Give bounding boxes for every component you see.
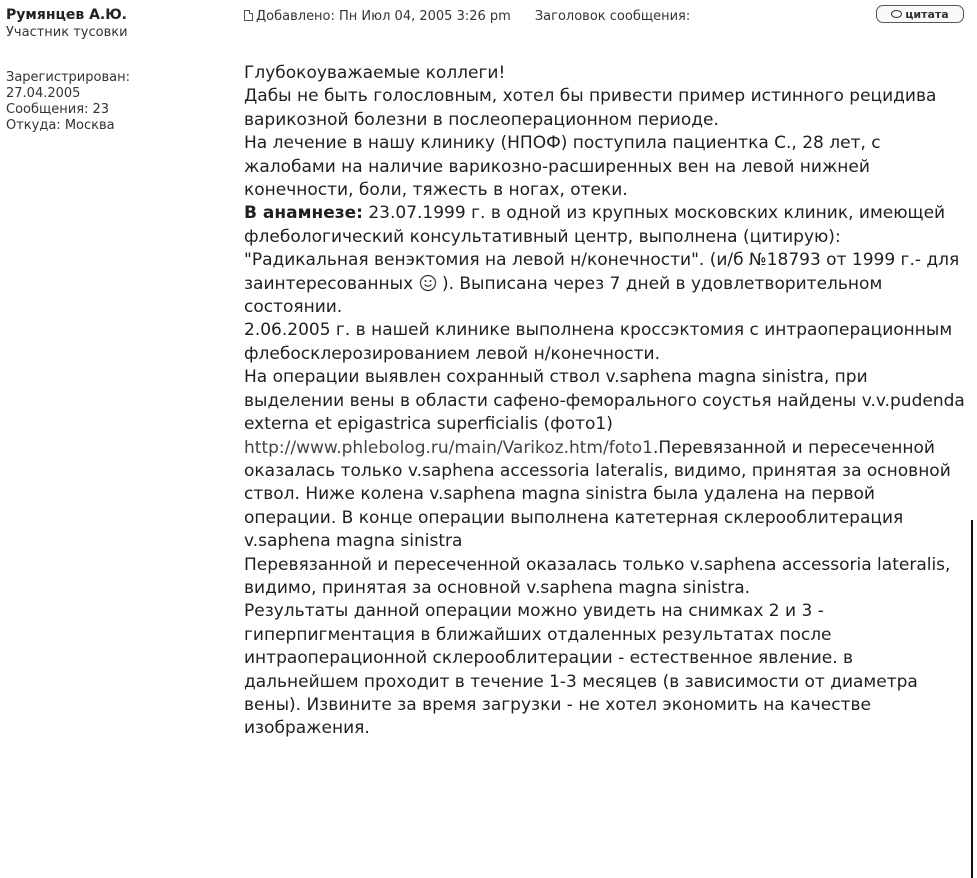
anamnesis-label: В анамнезе:: [244, 203, 363, 224]
author-meta: [6, 70, 206, 134]
post-paragraph-text: .Перевязанной и пересеченной оказалась только v.saphena accessoria lateralis, видимо, принятая за основной ствол. Ниже колена v.saphena magna sinistra была удалена на первой операции. В конце операции выполнена катетерная склерооблитерация v.saphena magna sinistra: [244, 437, 951, 552]
post-paragraph: 2.06.2005 г. в нашей клинике выполнена кроссэктомия с интраоперационным флебосклерозированием левой н/конечности.: [244, 320, 953, 364]
photo-link[interactable]: http://www.phlebolog.ru/main/Varikoz.htm/foto1: [244, 437, 653, 458]
quote-button[interactable]: [876, 5, 964, 23]
registered-label: Зарегистрирован:: [6, 70, 130, 85]
author-location: Откуда: Москва: [6, 118, 115, 133]
subject-label: Заголовок сообщения:: [534, 9, 691, 24]
post-header: [244, 9, 690, 24]
post-body: [244, 62, 969, 741]
registered-date: 27.04.2005: [6, 86, 81, 101]
post-document-icon: [244, 10, 253, 21]
quote-button-label: цитата: [905, 7, 949, 21]
anamnesis-paragraph: [244, 202, 969, 319]
post-date: Добавлено: Пн Июл 04, 2005 3:26 pm: [256, 9, 511, 24]
post-count: Сообщения: 23: [6, 102, 110, 117]
author-rank: Участник тусовки: [6, 25, 128, 40]
anamnesis-text-end: ). Выписана через 7 дней в удовлетворительном состоянии.: [244, 273, 883, 318]
post-greeting: Глубокоуважаемые коллеги!: [244, 63, 506, 83]
anamnesis-text: 23.07.1999 г. в одной из крупных московских клиник, имеющей флебологический консультативный центр, выполнена (цитирую): "Радикальная венэктомия на левой н/конечности". (и/б №18793 от 1999 г.- для заинтересованных: [244, 203, 960, 294]
author-panel: [6, 6, 206, 134]
speech-bubble-icon: [891, 10, 902, 18]
post-paragraph-with-link: [244, 437, 969, 554]
post-paragraph: На операции выявлен сохранный ствол v.saphena magna sinistra, при выделении вены в области сафено-феморального соустья найдены v.v.pudenda externa et epigastrica superficialis (фото1): [244, 367, 965, 435]
post-paragraph: Дабы не быть голословным, хотел бы привести пример истинного рецидива варикозной болезни в послеоперационном периоде.: [244, 86, 937, 130]
post-paragraph: На лечение в нашу клинику (НПОФ) поступила пациентка С., 28 лет, с жалобами на наличие варикозно-расширенных вен на левой нижней конечности, боли, тяжесть в ногах, отеки.: [244, 133, 881, 201]
post-paragraph: Результаты данной операции можно увидеть на снимках 2 и 3 - гиперпигментация в ближайших отдаленных результатах после интраоперационной склерооблитерации - естественное явление. в дальнейшем проходит в течение 1-3 месяцев (в зависимости от диаметра вены). Извините за время загрузки - не хотел экономить на качестве изображения.: [244, 601, 918, 739]
scan-border-line: [971, 520, 973, 878]
author-name[interactable]: Румянцев А.Ю.: [6, 7, 128, 23]
post-paragraph: Перевязанной и пересеченной оказалась только v.saphena accessoria lateralis, видимо, принятая за основной v.saphena magna sinistra.: [244, 554, 951, 598]
smiley-icon: [419, 274, 437, 292]
